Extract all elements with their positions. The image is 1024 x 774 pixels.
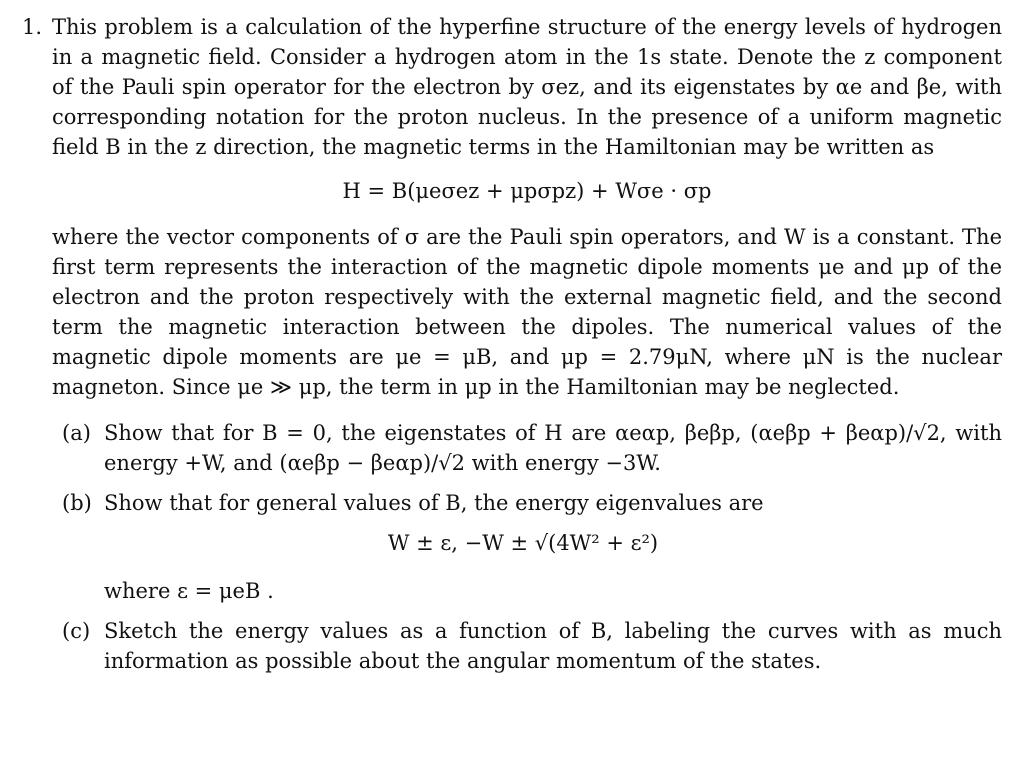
problem-number: 1. (22, 15, 43, 39)
subparts (52, 418, 1002, 676)
part-a (62, 418, 1002, 478)
problem-body (52, 12, 1002, 676)
part-c (62, 616, 1002, 676)
problem-1 (22, 12, 1002, 686)
intro-paragraph: This problem is a calculation of the hyperfine structure of the energy levels of hydrogen in a magnetic field. Consider a hydrogen atom in the 1s state. Denote the z component of the Pauli spin operator for the electron by σez, and its eigenstates by αe and βe, with corresponding notation for the proton nucleus. In the presence of a uniform magnetic field B in the z direction, the magnetic terms in the Hamiltonian may be written as (52, 15, 1002, 159)
part-a-text: Show that for B = 0, the eigenstates of H are αeαp, βeβp, (αeβp + βeαp)/√2, with energy +W, and (αeβp − βeαp)/√2 with energy −3W. (104, 421, 1002, 475)
part-b-text: Show that for general values of B, the energy eigenvalues are (104, 491, 764, 515)
epsilon-definition: where ε = μeB . (104, 579, 274, 603)
explanation-paragraph: where the vector components of σ are the Pauli spin operators, and W is a constant. The first term represents the interaction of the magnetic dipole moments μe and μp of the electron and the proton respectively with the external magnetic field, and the second term the magnetic interaction between the dipoles. The numerical values of the magnetic dipole moments are μe = μB, and μp = 2.79μN, where μN is the nuclear magneton. Since μe ≫ μp, the term in μp in the Hamiltonian may be neglected. (52, 225, 1002, 399)
part-b (62, 488, 1002, 606)
hamiltonian-equation: H = B(μeσez + μpσpz) + Wσe · σp (342, 179, 712, 203)
part-a-label: (a) (62, 421, 91, 445)
eigenvalue-equation: W ± ε, −W ± √(4W² + ε²) (387, 531, 659, 555)
part-c-text: Sketch the energy values as a function of B, labeling the curves with as much information as possible about the angular momentum of the states. (104, 619, 1002, 673)
part-b-label: (b) (62, 491, 92, 515)
part-c-label: (c) (62, 619, 91, 643)
